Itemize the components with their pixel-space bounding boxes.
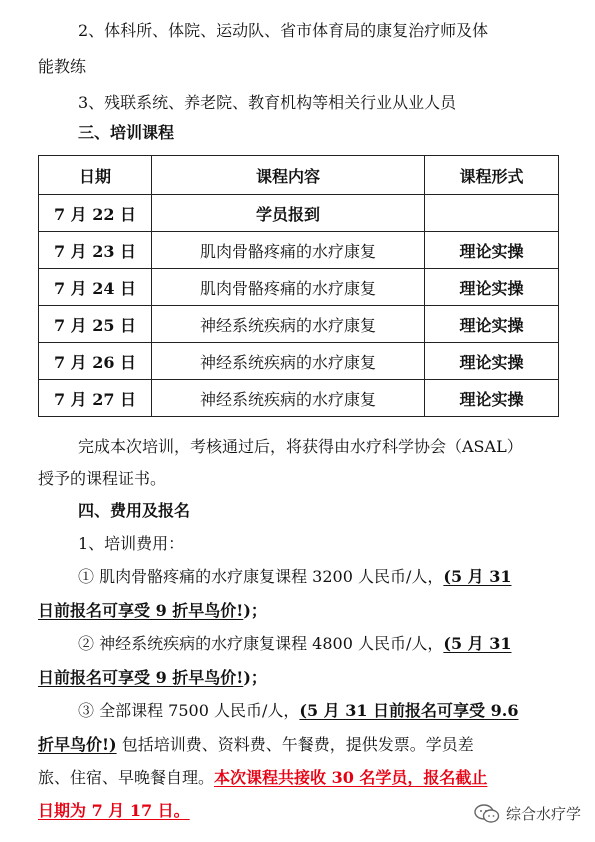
watermark	[474, 803, 581, 824]
fee-item-3-cont	[38, 734, 474, 756]
fee-item-3-cont2	[38, 767, 487, 789]
fee-item-3-includes: 包括培训费、资料费、午餐费，提供发票。学员差	[116, 735, 474, 754]
fee-item-1-discount: (5 月 31	[443, 567, 512, 586]
cell-content: 肌肉骨骼疼痛的水疗康复	[152, 232, 425, 269]
cell-date: 7 月 25 日	[39, 306, 152, 343]
fee-item-1-cont	[38, 600, 267, 622]
deadline-notice: 日期为 7 月 17 日。	[38, 801, 190, 820]
fee-item-3-self-pay: 旅、住宿、早晚餐自理。	[38, 768, 215, 787]
fee-item-3-discount-cont: 折早鸟价!)	[38, 735, 117, 754]
table-row	[39, 380, 559, 417]
watermark-text: 综合水疗学	[505, 805, 581, 823]
cell-date: 7 月 22 日	[39, 195, 152, 232]
cell-date: 7 月 24 日	[39, 269, 152, 306]
certificate-note: 完成本次培训，考核通过后，将获得由水疗科学协会（ASAL）	[78, 437, 523, 456]
table-row	[39, 232, 559, 269]
section-3-heading: 三、培训课程	[78, 123, 175, 142]
cell-date: 7 月 27 日	[39, 380, 152, 417]
cell-content: 学员报到	[152, 195, 425, 232]
fee-item-3	[78, 700, 518, 722]
fee-item-1	[78, 566, 512, 588]
table-row	[39, 306, 559, 343]
header-date: 日期	[39, 156, 152, 195]
fee-item-2-end: )；	[243, 668, 267, 687]
header-format: 课程形式	[425, 156, 559, 195]
cell-format: 理论实操	[425, 380, 559, 417]
table-row	[39, 195, 559, 232]
fee-item-3-discount: (5 月 31 日前报名可享受 9.6	[299, 701, 519, 720]
fee-item-2-discount-cont: 日前报名可享受 9 折早鸟价!	[38, 668, 244, 687]
fee-item-2-text: ② 神经系统疾病的水疗康复课程 4800 人民币/人，	[78, 634, 444, 653]
fee-item-2	[78, 633, 512, 655]
cell-format: 理论实操	[425, 343, 559, 380]
audience-item-3: 3、残联系统、养老院、教育机构等相关行业从业人员	[78, 93, 457, 112]
course-table	[38, 155, 559, 417]
cell-content: 神经系统疾病的水疗康复	[152, 306, 425, 343]
fee-heading: 1、培训费用：	[78, 534, 185, 553]
cell-content: 神经系统疾病的水疗康复	[152, 343, 425, 380]
certificate-note-cont: 授予的课程证书。	[38, 469, 167, 488]
table-row	[39, 269, 559, 306]
section-4-heading: 四、费用及报名	[78, 501, 191, 520]
cell-format: 理论实操	[425, 269, 559, 306]
fee-item-3-text: ③ 全部课程 7500 人民币/人，	[78, 701, 300, 720]
fee-item-1-text: ① 肌肉骨骼疼痛的水疗康复课程 3200 人民币/人，	[78, 567, 444, 586]
cell-content: 肌肉骨骼疼痛的水疗康复	[152, 269, 425, 306]
cell-format	[425, 195, 559, 232]
deadline-line	[38, 800, 190, 822]
header-content: 课程内容	[152, 156, 425, 195]
audience-item-2-cont: 能教练	[38, 57, 87, 76]
fee-item-1-discount-cont: 日前报名可享受 9 折早鸟价!	[38, 601, 244, 620]
fee-item-2-discount: (5 月 31	[443, 634, 512, 653]
cell-format: 理论实操	[425, 306, 559, 343]
table-header-row	[39, 156, 559, 195]
cell-format: 理论实操	[425, 232, 559, 269]
fee-item-1-end: )；	[243, 601, 267, 620]
fee-item-2-cont	[38, 667, 267, 689]
cell-date: 7 月 23 日	[39, 232, 152, 269]
cell-date: 7 月 26 日	[39, 343, 152, 380]
wechat-icon	[474, 804, 500, 824]
audience-item-2: 2、体科所、体院、运动队、省市体育局的康复治疗师及体	[78, 21, 489, 40]
table-row	[39, 343, 559, 380]
enrollment-notice: 本次课程共接收 30 名学员，报名截止	[214, 768, 488, 787]
cell-content: 神经系统疾病的水疗康复	[152, 380, 425, 417]
